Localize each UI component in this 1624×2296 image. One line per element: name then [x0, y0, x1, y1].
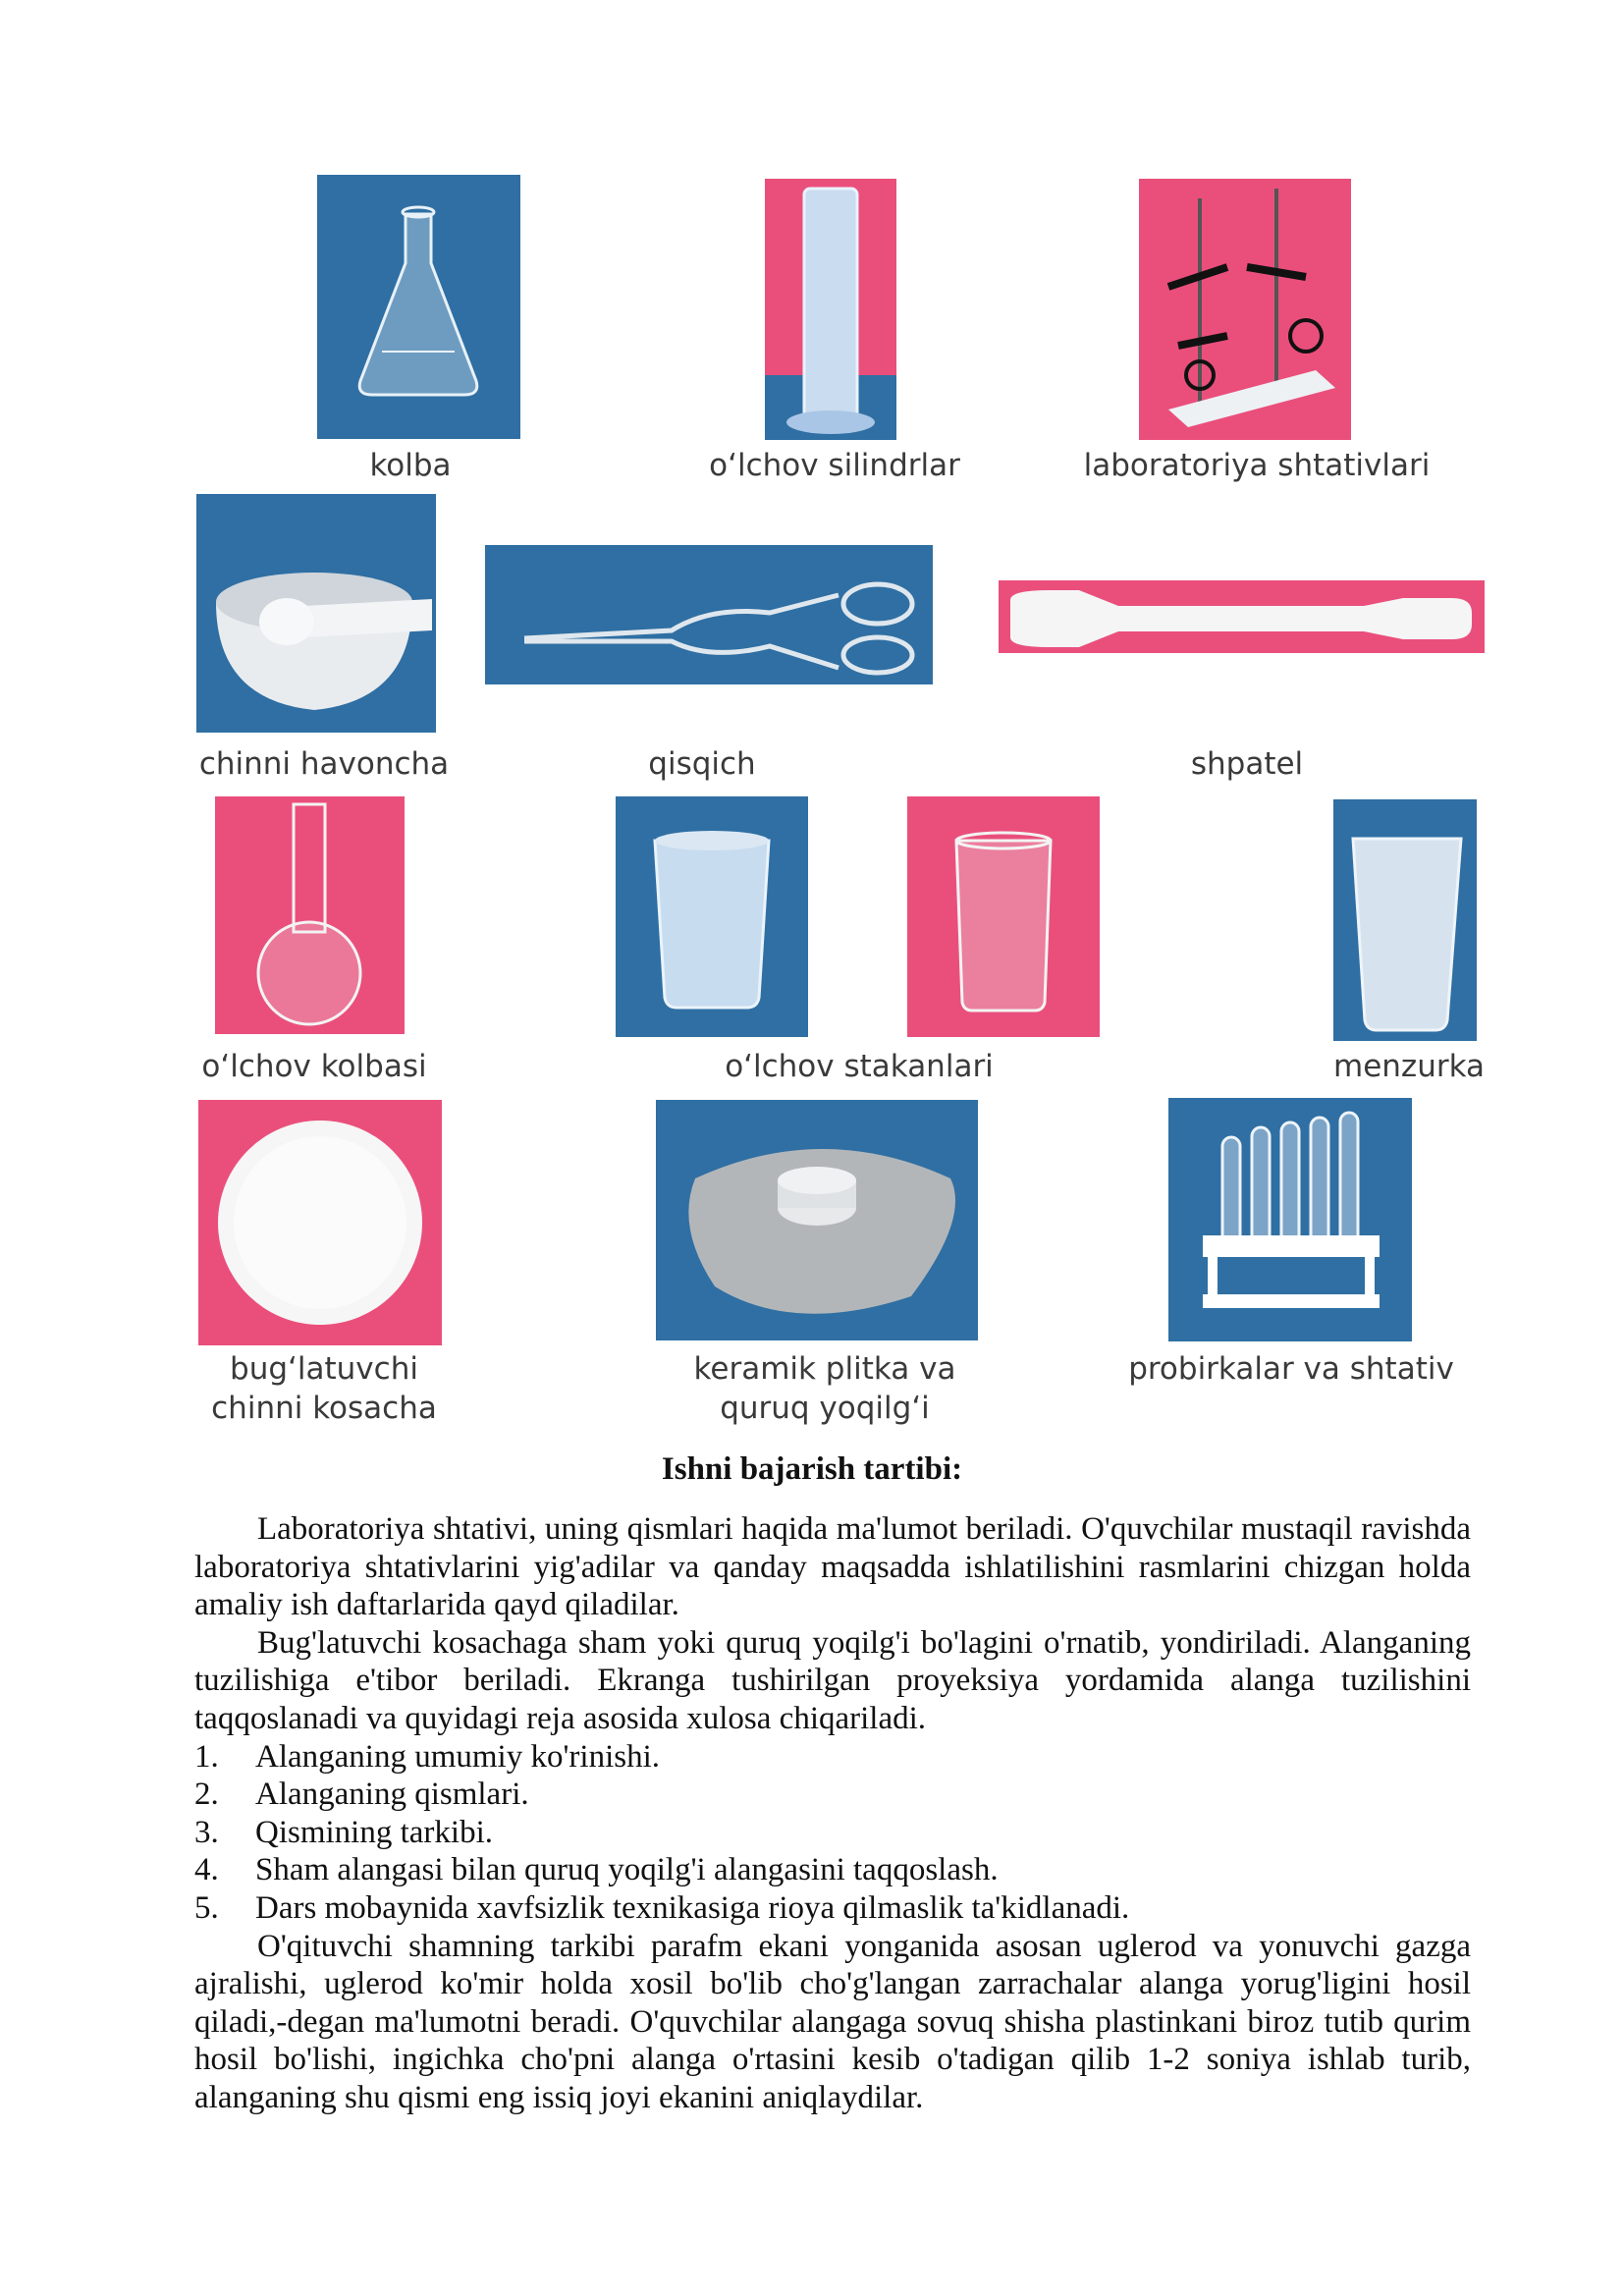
list-text: Alanganing qismlari.	[255, 1777, 529, 1813]
caption-olchov-stakanlari: o‘lchov stakanlari	[725, 1049, 994, 1084]
tongs-icon	[485, 545, 933, 684]
beaker-icon	[616, 796, 808, 1037]
list-number: 4.	[194, 1852, 219, 1888]
caption-buglatuvchi-line1: bug‘latuvchi	[230, 1351, 418, 1387]
list-item	[194, 1738, 1471, 1777]
shtativ-photo	[1139, 179, 1351, 440]
lab-stand-icon	[1139, 179, 1351, 440]
spatula-icon	[999, 580, 1485, 653]
ceramic-tile-icon	[656, 1100, 978, 1340]
caption-kolba: kolba	[369, 448, 452, 483]
graduated-cylinder-icon	[765, 179, 896, 440]
caption-qisqich: qisqich	[648, 746, 756, 782]
caption-olchov-silindrlar: o‘lchov silindrlar	[709, 448, 960, 483]
caption-shpatel: shpatel	[1190, 746, 1304, 782]
keramik-plitka-photo	[656, 1100, 978, 1340]
chinni-havoncha-photo	[196, 494, 436, 733]
paragraph: O'qituvchi shamning tarkibi parafm ekani yonganida asosan uglerod va yonuvchi gazga ajralishi, uglerod ko'mir holda xosil bo'lib cho'g'langan zarrachalar alanga yorug'ligini hosil qiladi,-degan ma'lumotni beradi. O'quvchilar alangaga sovuq shisha plastinkani biroz tutib qurim hosil bo'lishi, ingichka cho'pni alanga o'rtasini kesib o'tadigan qilib 1-2 soniya ishlab turib, alanganing shu qismi eng issiq joyi ekanini aniqlaydilar.	[194, 1928, 1471, 2115]
olchov-silindr-photo	[765, 179, 896, 440]
caption-laboratoriya-shtativlari: laboratoriya shtativlari	[1083, 448, 1431, 483]
buglatuvchi-kosacha-photo	[198, 1100, 442, 1345]
list-item	[194, 1889, 1471, 1928]
list-text: Qismining tarkibi.	[255, 1814, 493, 1850]
mortar-pestle-icon	[196, 494, 436, 733]
body-text	[194, 1510, 1471, 2117]
caption-keramik-line2: quruq yoqilg‘i	[720, 1391, 930, 1426]
kolba-photo	[317, 175, 520, 439]
list-number: 5.	[194, 1889, 219, 1926]
list-item	[194, 1851, 1471, 1889]
olchov-stakan-pink-photo	[907, 796, 1100, 1037]
list-item	[194, 1814, 1471, 1852]
paragraph: Laboratoriya shtativi, uning qismlari haqida ma'lumot beriladi. O'quvchilar mustaqil ravishda laboratoriya shtativlarini yig'adilar va qanday maqsadda ishlatilishini rasmlarini chizgan holda amaliy ish daftarlarida qayd qiladilar.	[194, 1511, 1471, 1623]
caption-menzurka: menzurka	[1333, 1049, 1485, 1084]
caption-chinni-havoncha: chinni havoncha	[198, 746, 450, 782]
qisqich-photo	[485, 545, 933, 684]
caption-olchov-kolbasi: o‘lchov kolbasi	[201, 1049, 427, 1084]
olchov-kolbasi-photo	[215, 796, 405, 1034]
plan-list	[194, 1738, 1471, 1928]
volumetric-flask-icon	[215, 796, 405, 1034]
list-text: Alanganing umumiy ko'rinishi.	[255, 1738, 661, 1775]
measuring-cup-icon	[1333, 799, 1477, 1041]
caption-keramik-line1: keramik plitka va	[693, 1351, 956, 1387]
list-item	[194, 1776, 1471, 1814]
probirkalar-photo	[1168, 1098, 1412, 1341]
caption-buglatuvchi-line2: chinni kosacha	[211, 1391, 437, 1426]
section-heading: Ishni bajarish tartibi:	[661, 1451, 963, 1487]
caption-probirkalar: probirkalar va shtativ	[1128, 1351, 1454, 1387]
list-text: Sham alangasi bilan quruq yoqilg'i alangasini taqqoslash.	[255, 1852, 999, 1888]
olchov-stakan-blue-photo	[616, 796, 808, 1037]
paragraph: Bug'latuvchi kosachaga sham yoki quruq yoqilg'i bo'lagini o'rnatib, yondiriladi. Alanganing tuzilishiga e'tibor beriladi. Ekranga tushirilgan proyeksiya yordamida alanga tuzilishini taqqoslanadi va quyidagi reja asosida xulosa chiqariladi.	[194, 1624, 1471, 1736]
menzurka-photo	[1333, 799, 1477, 1041]
list-number: 2.	[194, 1777, 219, 1813]
flask-icon	[317, 175, 520, 439]
list-number: 1.	[194, 1738, 219, 1775]
list-number: 3.	[194, 1814, 219, 1850]
beaker-icon	[907, 796, 1100, 1037]
evaporating-dish-icon	[198, 1100, 442, 1345]
list-text: Dars mobaynida xavfsizlik texnikasiga rioya qilmaslik ta'kidlanadi.	[255, 1889, 1130, 1926]
shpatel-photo	[999, 580, 1485, 653]
test-tube-rack-icon	[1168, 1098, 1412, 1341]
